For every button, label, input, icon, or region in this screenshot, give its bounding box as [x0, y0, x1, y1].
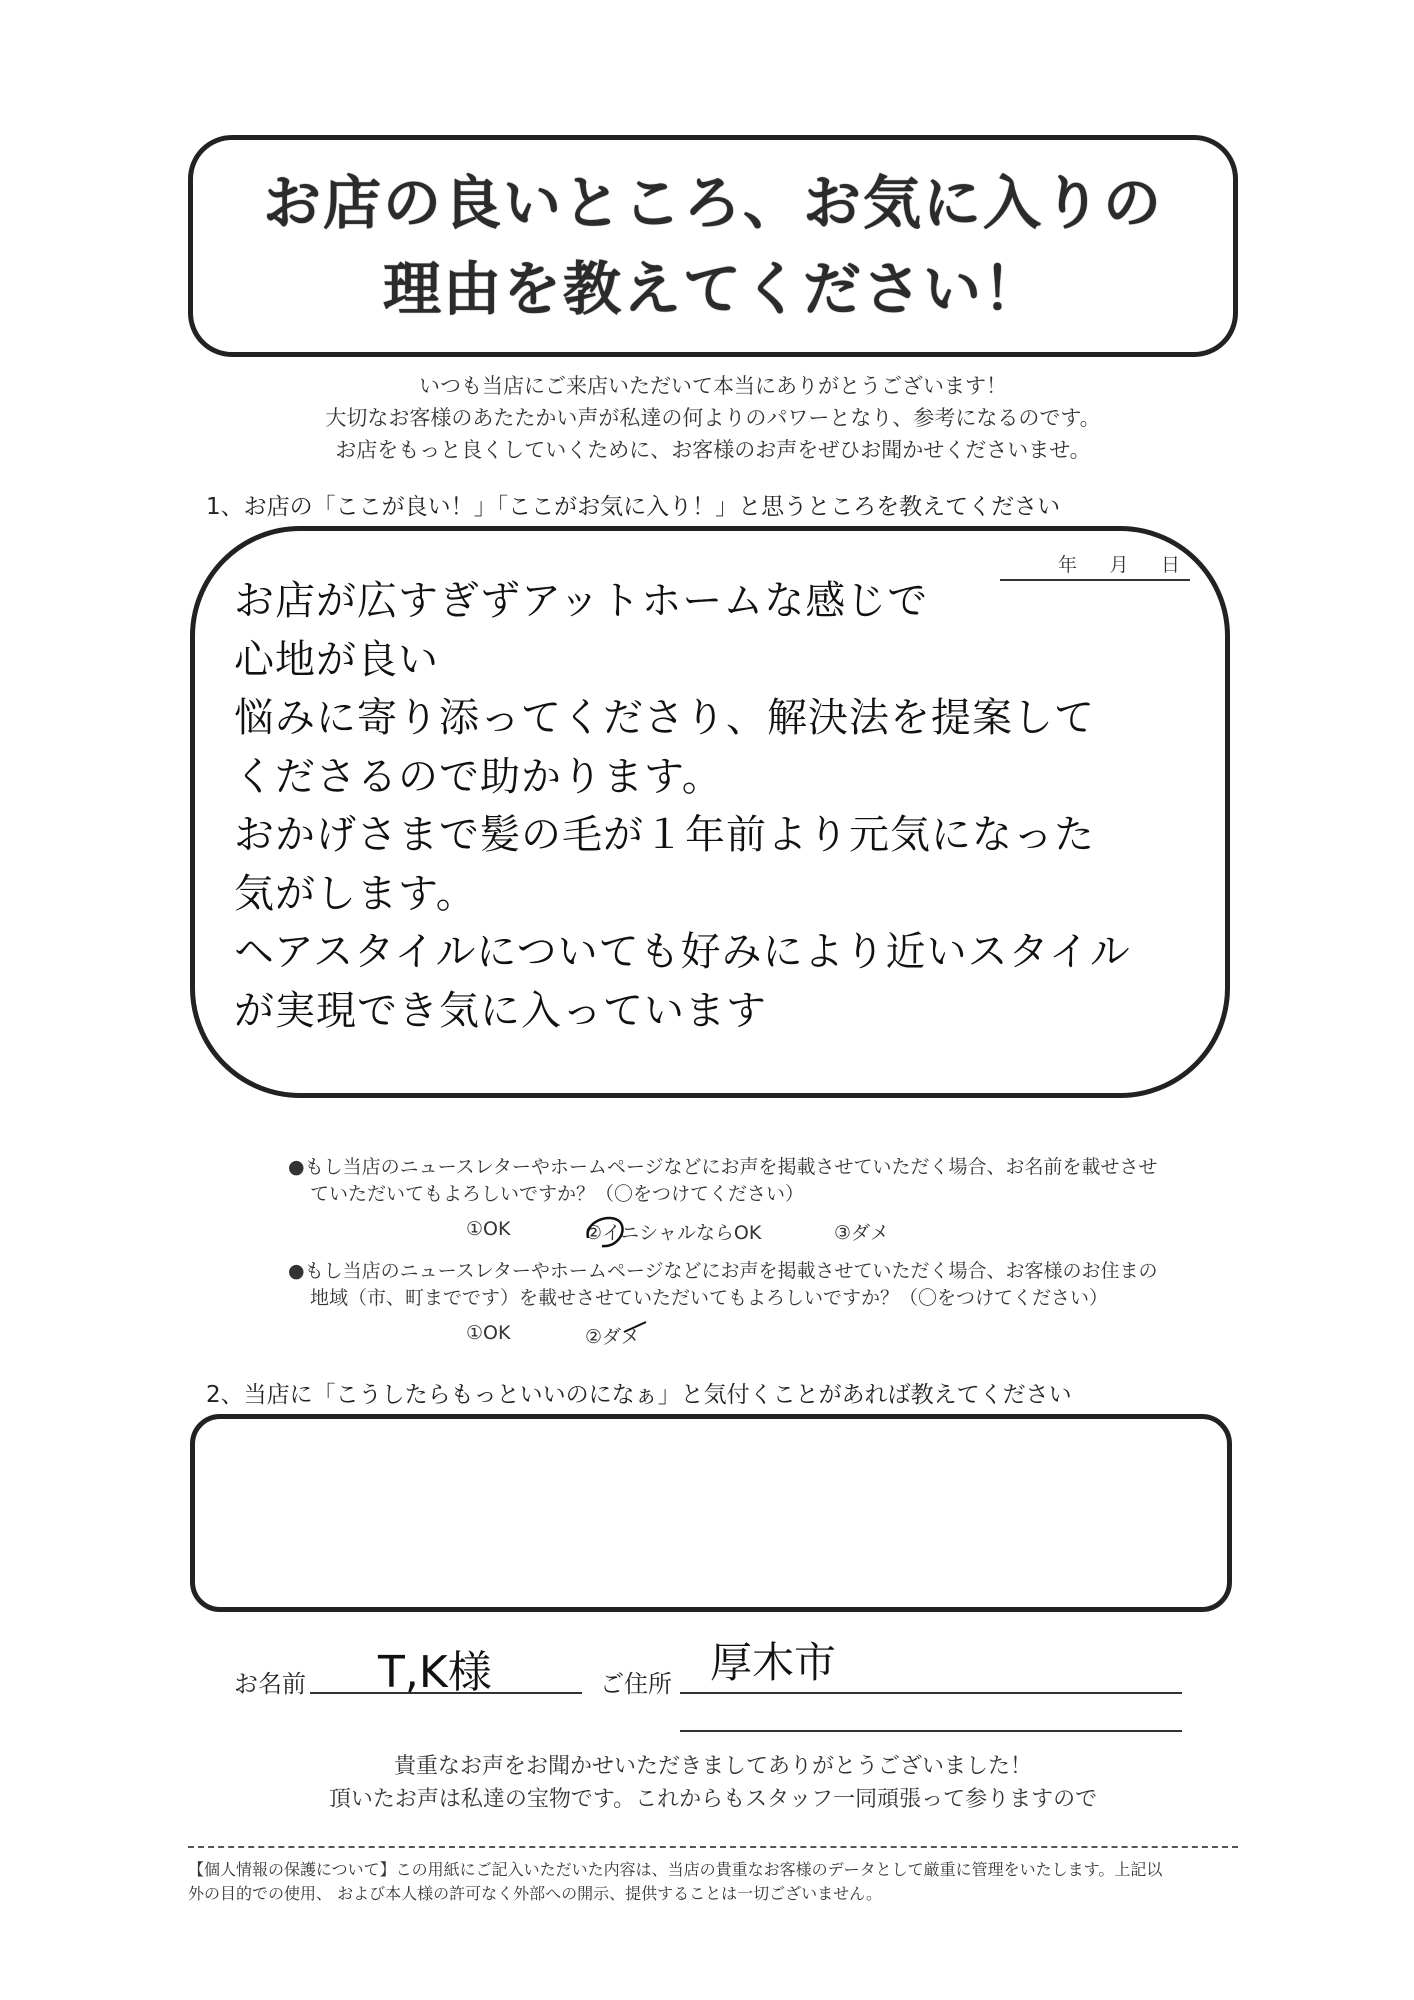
answer-line: 悩みに寄り添ってくださり、解決法を提案して [234, 695, 1095, 741]
question-2-label: 2、当店に「こうしたらもっといいのになぁ」と気付くことがあれば教えてください [206, 1382, 1072, 1408]
consent-name-line-1: ●もし当店のニュースレターやホームページなどにお声を掲載させていただく場合、お名前を載せさせ [288, 1156, 1158, 1178]
title-box [188, 135, 1238, 357]
consent-name-line-2: ていただいてもよろしいですか？（〇をつけてください） [310, 1183, 805, 1205]
answer-line: お店が広すぎずアットホームな感じで [234, 578, 929, 624]
answer-line: くださるので助かります。 [234, 753, 723, 800]
privacy-notice [188, 1846, 1238, 1906]
consent-address-text [288, 1258, 1188, 1312]
date-month-label: 月 [1109, 554, 1129, 576]
consent-name-option-initials[interactable]: ②イニシャルならOK [585, 1222, 762, 1244]
name-label: お名前 [234, 1670, 306, 1698]
check-stroke-icon [620, 1318, 650, 1338]
consent-name-text [288, 1154, 1188, 1208]
consent-address-line-1: ●もし当店のニュースレターやホームページなどにお声を掲載させていただく場合、お客様のお住まの [288, 1260, 1158, 1282]
answer-line: ヘアスタイルについても好みにより近いスタイル [234, 929, 1131, 975]
title-line-2: 理由を教えてください！ [382, 255, 1043, 323]
intro-line-1: いつも当店にご来店いただいて本当にありがとうございます！ [419, 374, 1007, 398]
name-value[interactable]: T,K様 [378, 1647, 492, 1698]
address-underline-1 [680, 1692, 1182, 1694]
consent-address-option-ok[interactable]: ①OK [466, 1322, 511, 1344]
intro-line-3: お店をもっと良くしていくために、お客様のお声をぜひお聞かせくださいませ。 [335, 438, 1091, 462]
consent-name-option-no[interactable]: ③ダメ [834, 1222, 890, 1244]
circle-mark-icon [580, 1208, 630, 1254]
answer-line: おかげさまで髪の毛が１年前より元気になった [234, 812, 1095, 858]
answer-line: 気がします。 [234, 870, 477, 917]
date-year-label: 年 [1058, 554, 1078, 576]
consent-address-line-2: 地域（市、町までです）を載せさせていただいてもよろしいですか？（〇をつけてください） [310, 1287, 1109, 1309]
answer-box-2[interactable] [190, 1414, 1232, 1612]
privacy-line-2: 外の目的での使用、 および本人様の許可なく外部への開示、提供することは一切ございません。 [188, 1884, 883, 1903]
answer-line: が実現でき気に入っています [234, 987, 767, 1034]
thanks-line-2: 頂いたお声は私達の宝物です。これからもスタッフ一同頑張って参りますので [328, 1787, 1098, 1812]
date-day-label: 日 [1160, 554, 1180, 576]
address-value[interactable]: 厚木市 [710, 1638, 837, 1687]
intro-text [188, 370, 1238, 466]
answer-line: 心地が良い [234, 636, 439, 683]
address-label: ご住所 [600, 1670, 672, 1698]
title-line-1: お店の良いところ、お気に入りの [262, 169, 1163, 237]
question-1-label: 1、お店の「ここが良い！」「ここがお気に入り！」と思うところを教えてください [206, 494, 1061, 520]
handwritten-answer-1 [234, 572, 1194, 1040]
privacy-line-1: 【個人情報の保護について】この用紙にご記入いただいた内容は、当店の貴重なお客様のデータとして厳重に管理をいたします。上記以 [188, 1860, 1163, 1879]
thanks-line-1: 貴重なお声をお聞かせいただきましてありがとうございました！ [393, 1754, 1032, 1779]
address-underline-2 [680, 1730, 1182, 1732]
intro-line-2: 大切なお客様のあたたかい声が私達の何よりのパワーとなり、参考になるのです。 [325, 406, 1101, 430]
thanks-text [188, 1750, 1238, 1816]
consent-name-option-ok[interactable]: ①OK [466, 1218, 511, 1240]
consent-address-option-no[interactable]: ②ダメ [585, 1326, 641, 1348]
